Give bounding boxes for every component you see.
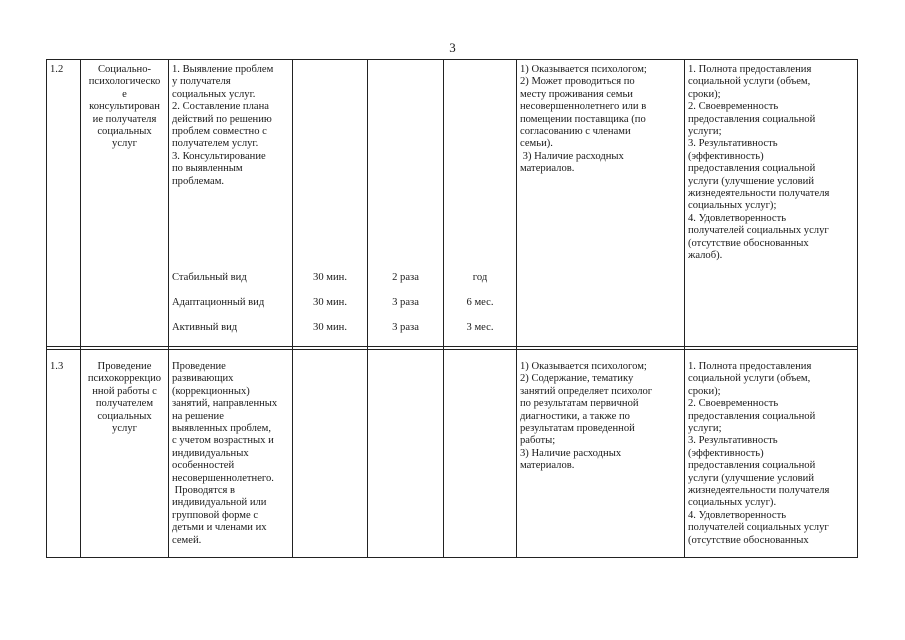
schedule-period: 3 мес.	[466, 322, 494, 333]
indicator-line: (отсутствие обоснованных	[688, 534, 809, 546]
conditions-line: 2) Содержание, тематику	[520, 373, 634, 385]
schedule-times: 2 раза	[392, 272, 419, 283]
description-line: 2. Составление плана	[172, 101, 269, 113]
description-line: на решение	[172, 410, 224, 422]
col-border	[516, 59, 517, 557]
indicator-line: сроки);	[688, 385, 721, 397]
conditions-line: помещении поставщика (по	[520, 113, 646, 125]
col-border	[857, 59, 858, 557]
service-conditions	[520, 64, 684, 176]
indicator-line: услуги (улучшение условий	[688, 472, 814, 484]
indicator-line: предоставления социальной	[688, 113, 816, 125]
indicator-line: (эффективность)	[688, 150, 764, 162]
indicator-line: (эффективность)	[688, 447, 764, 459]
schedule-period: год	[472, 272, 488, 283]
schedule-type: Адаптационный вид	[172, 297, 265, 308]
conditions-line: согласованию с членами	[520, 126, 631, 138]
conditions-line: по результатам первичной	[520, 398, 639, 410]
table-bottom-border	[46, 557, 858, 558]
description-line: социальных услуг.	[172, 88, 256, 100]
indicator-line: получателей социальных услуг	[688, 522, 829, 534]
description-line: по выявленным	[172, 163, 243, 175]
service-name	[81, 361, 168, 435]
quality-indicators	[688, 64, 857, 263]
col-border	[46, 59, 47, 557]
service-name-line: социальных	[97, 126, 152, 138]
description-line: получателем услуг.	[172, 138, 259, 150]
conditions-line: 3) Наличие расходных	[520, 150, 624, 162]
description-line: с учетом возрастных и	[172, 435, 274, 447]
indicator-line: 4. Удовлетворенность	[688, 509, 787, 521]
service-name-line: Проведение	[97, 361, 152, 372]
conditions-line: занятий определяет психолог	[520, 385, 653, 397]
description-line: 3. Консультирование	[172, 150, 266, 162]
description-line: индивидуальной или	[172, 497, 267, 509]
conditions-line: работы;	[520, 435, 556, 447]
indicator-line: 3. Результативность	[688, 138, 778, 150]
service-description	[172, 64, 292, 188]
indicator-line: (отсутствие обоснованных	[688, 237, 809, 249]
service-name-line: консультирован	[89, 101, 160, 113]
service-name-line: Социально-	[97, 64, 152, 75]
description-line: проблем совместно с	[172, 126, 267, 138]
description-line: выявленных проблем,	[172, 423, 271, 435]
description-line: Проведение	[172, 361, 226, 372]
service-name-line: получателем	[95, 398, 154, 410]
description-line: детьми и членами их	[172, 522, 267, 534]
description-line: особенностей	[172, 460, 235, 472]
service-name-line: психокоррекцио	[87, 373, 162, 385]
description-line: несовершеннолетнего.	[172, 472, 274, 484]
service-name-line: е	[122, 88, 127, 100]
description-line: действий по решению	[172, 113, 272, 125]
service-name	[81, 64, 168, 151]
indicator-line: 1. Полнота предоставления	[688, 361, 812, 372]
description-line: 1. Выявление проблем	[172, 64, 274, 75]
indicator-line: жизнедеятельности получателя	[688, 485, 830, 497]
indicator-line: получателей социальных услуг	[688, 225, 829, 237]
schedule-period: 6 мес.	[466, 297, 494, 308]
description-line: (коррекционных)	[172, 385, 250, 397]
indicator-line: 2. Своевременность	[688, 101, 779, 113]
row-number: 1.3	[50, 361, 64, 372]
indicator-line: социальных услуг);	[688, 200, 777, 212]
indicator-line: 4. Удовлетворенность	[688, 212, 787, 224]
description-line: семей.	[172, 534, 202, 546]
description-line: у получателя	[172, 76, 231, 88]
conditions-line: 1) Оказывается психологом;	[520, 361, 647, 372]
description-line: проблемам.	[172, 175, 225, 187]
conditions-line: материалов.	[520, 163, 575, 175]
indicator-line: социальной услуги (объем,	[688, 373, 811, 385]
conditions-line: 1) Оказывается психологом;	[520, 64, 647, 75]
schedule-duration: 30 мин.	[313, 322, 347, 333]
description-line: развивающих	[172, 373, 234, 385]
col-border	[684, 59, 685, 557]
indicator-line: 2. Своевременность	[688, 398, 779, 410]
service-name-line: психологическо	[88, 76, 161, 88]
indicator-line: сроки);	[688, 88, 721, 100]
indicator-line: предоставления социальной	[688, 410, 816, 422]
indicator-line: услуги;	[688, 126, 722, 138]
schedule-duration: 30 мин.	[313, 272, 347, 283]
quality-indicators	[688, 361, 857, 547]
indicator-line: жалоб).	[688, 250, 723, 262]
col-border	[168, 59, 169, 557]
indicator-line: 3. Результативность	[688, 435, 778, 447]
indicator-line: социальной услуги (объем,	[688, 76, 811, 88]
description-line: Проводятся в	[172, 485, 236, 497]
indicator-line: услуги;	[688, 423, 722, 435]
conditions-line: результатам проведенной	[520, 423, 635, 435]
service-name-line: ие получателя	[92, 113, 157, 125]
indicator-line: услуги (улучшение условий	[688, 175, 814, 187]
conditions-line: материалов.	[520, 460, 575, 472]
conditions-line: 2) Может проводиться по	[520, 76, 635, 88]
page-number: 3	[449, 40, 456, 55]
service-description	[172, 361, 292, 547]
schedule-duration: 30 мин.	[313, 297, 347, 308]
description-line: занятий, направленных	[172, 398, 278, 410]
conditions-line: несовершеннолетнего или в	[520, 101, 647, 113]
service-name-line: нной работы с	[92, 385, 157, 397]
service-conditions	[520, 361, 684, 473]
schedule-type: Стабильный вид	[172, 272, 247, 283]
schedule-type: Активный вид	[172, 322, 238, 333]
service-name-line: социальных	[97, 410, 152, 422]
conditions-line: месту проживания семьи	[520, 88, 633, 100]
indicator-line: жизнедеятельности получателя	[688, 188, 830, 200]
service-name-line: услуг	[112, 423, 137, 435]
indicator-line: предоставления социальной	[688, 460, 816, 472]
description-line: групповой форме с	[172, 509, 259, 521]
indicator-line: предоставления социальной	[688, 163, 816, 175]
row-number: 1.2	[50, 64, 64, 75]
conditions-line: 3) Наличие расходных	[520, 447, 622, 459]
indicator-line: социальных услуг).	[688, 497, 777, 509]
indicator-line: 1. Полнота предоставления	[688, 64, 812, 75]
description-line: индивидуальных	[172, 447, 249, 459]
schedule-times: 3 раза	[392, 322, 419, 333]
conditions-line: диагностики, а также по	[520, 410, 630, 422]
service-name-line: услуг	[112, 138, 137, 150]
schedule-times: 3 раза	[392, 297, 419, 308]
conditions-line: семьи).	[520, 138, 553, 150]
